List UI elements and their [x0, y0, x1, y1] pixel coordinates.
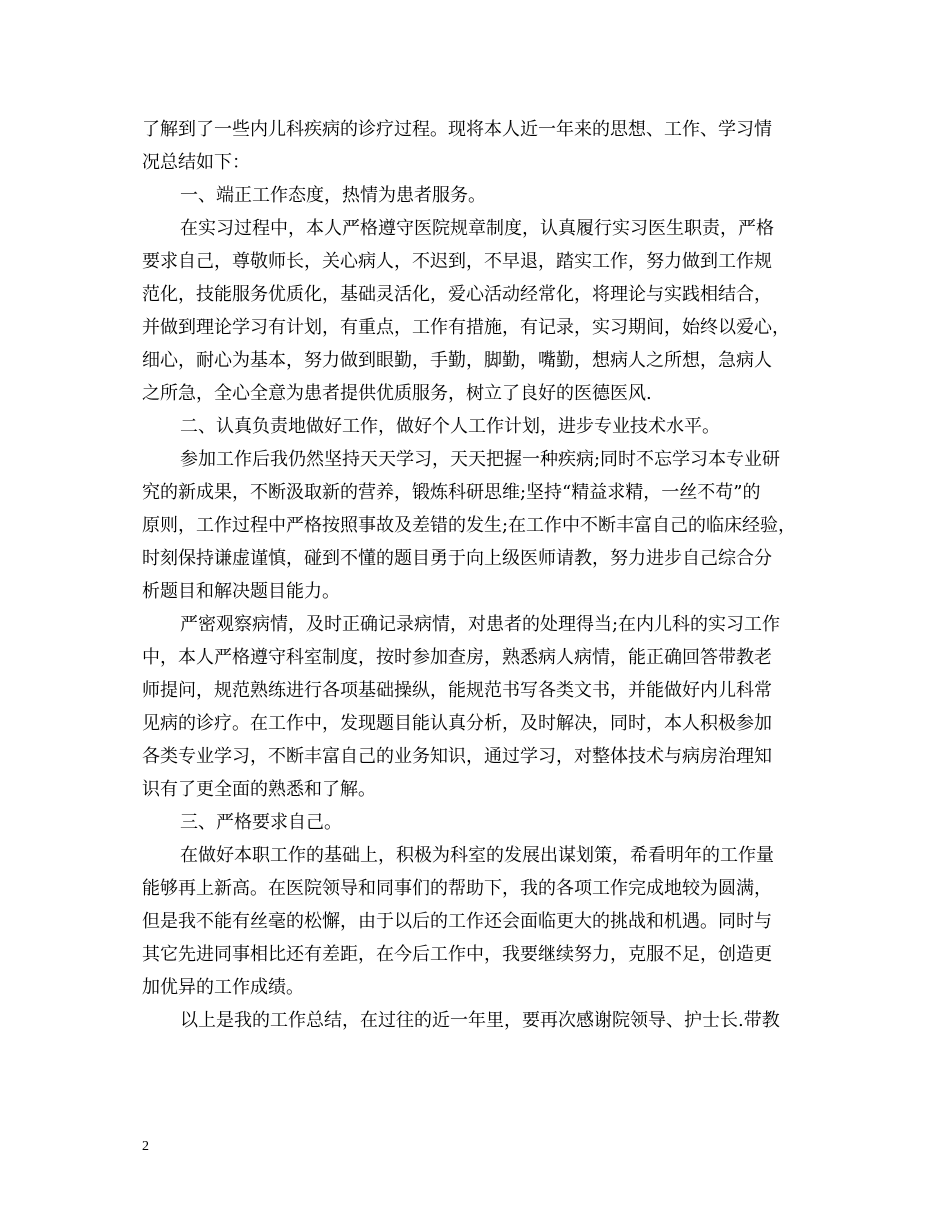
document-body — [142, 116, 818, 1040]
text-line: 细心，耐心为基本，努力做到眼勤，手勤，脚勤，嘴勤，想病人之所想，急病人 — [142, 350, 772, 371]
text-line: 参加工作后我仍然坚持天天学习，天天把握一种疾病;同时不忘学习本专业研 — [180, 449, 781, 470]
text-line: 在实习过程中，本人严格遵守医院规章制度，认真履行实习医生职责，严格 — [180, 218, 774, 239]
text-line: 之所急，全心全意为患者提供优质服务，树立了良好的医德医风. — [142, 383, 652, 404]
text-line: 但是我不能有丝毫的松懈，由于以后的工作还会面临更大的挑战和机遇。同时与 — [142, 911, 772, 932]
text-line: 范化，技能服务优质化，基础灵活化，爱心活动经常化，将理论与实践相结合， — [142, 284, 772, 305]
text-line: 一、端正工作态度，热情为患者服务。 — [180, 185, 486, 206]
text-line: 三、严格要求自己。 — [180, 812, 342, 833]
text-line: 析题目和解决题目能力。 — [142, 581, 340, 602]
page-number: 2 — [142, 1139, 149, 1154]
text-line: 况总结如下： — [142, 152, 250, 173]
text-line: 中，本人严格遵守科室制度，按时参加查房，熟悉病人病情，能正确回答带教老 — [142, 647, 772, 668]
text-line: 原则，工作过程中严格按照事故及差错的发生;在工作中不断丰富自己的临床经验， — [142, 515, 797, 536]
text-line: 在做好本职工作的基础上，积极为科室的发展出谋划策，希看明年的工作量 — [180, 845, 774, 866]
text-line: 并做到理论学习有计划，有重点，工作有措施，有记录，实习期间，始终以爱心， — [142, 317, 790, 338]
text-line: 时刻保持谦虚谨慎，碰到不懂的题目勇于向上级医师请教，努力进步自己综合分 — [142, 548, 772, 569]
text-line: 能够再上新高。在医院领导和同事们的帮助下，我的各项工作完成地较为圆满， — [142, 878, 772, 899]
text-line: 其它先进同事相比还有差距，在今后工作中，我要继续努力，克服不足，创造更 — [142, 944, 772, 965]
text-line: 严密观察病情，及时正确记录病情，对患者的处理得当;在内儿科的实习工作 — [180, 614, 781, 635]
text-line: 加优异的工作成绩。 — [142, 977, 304, 998]
text-line: 识有了更全面的熟悉和了解。 — [142, 779, 376, 800]
text-line: 以上是我的工作总结，在过往的近一年里，要再次感谢院领导、护士长.带教 — [180, 1010, 780, 1031]
text-line: 了解到了一些内儿科疾病的诊疗过程。现将本人近一年来的思想、工作、学习情 — [142, 119, 772, 140]
text-line: 二、认真负责地做好工作，做好个人工作计划，进步专业技术水平。 — [180, 416, 720, 437]
text-line: 见病的诊疗。在工作中，发现题目能认真分析，及时解决，同时，本人积极参加 — [142, 713, 772, 734]
text-line: 要求自己，尊敬师长，关心病人，不迟到，不早退，踏实工作，努力做到工作规 — [142, 251, 772, 272]
text-line: 究的新成果，不断汲取新的营养，锻炼科研思维;坚持“精益求精，一丝不苟”的 — [142, 482, 761, 503]
text-line: 师提问，规范熟练进行各项基础操纵，能规范书写各类文书，并能做好内儿科常 — [142, 680, 772, 701]
text-line: 各类专业学习，不断丰富自己的业务知识，通过学习，对整体技术与病房治理知 — [142, 746, 772, 767]
